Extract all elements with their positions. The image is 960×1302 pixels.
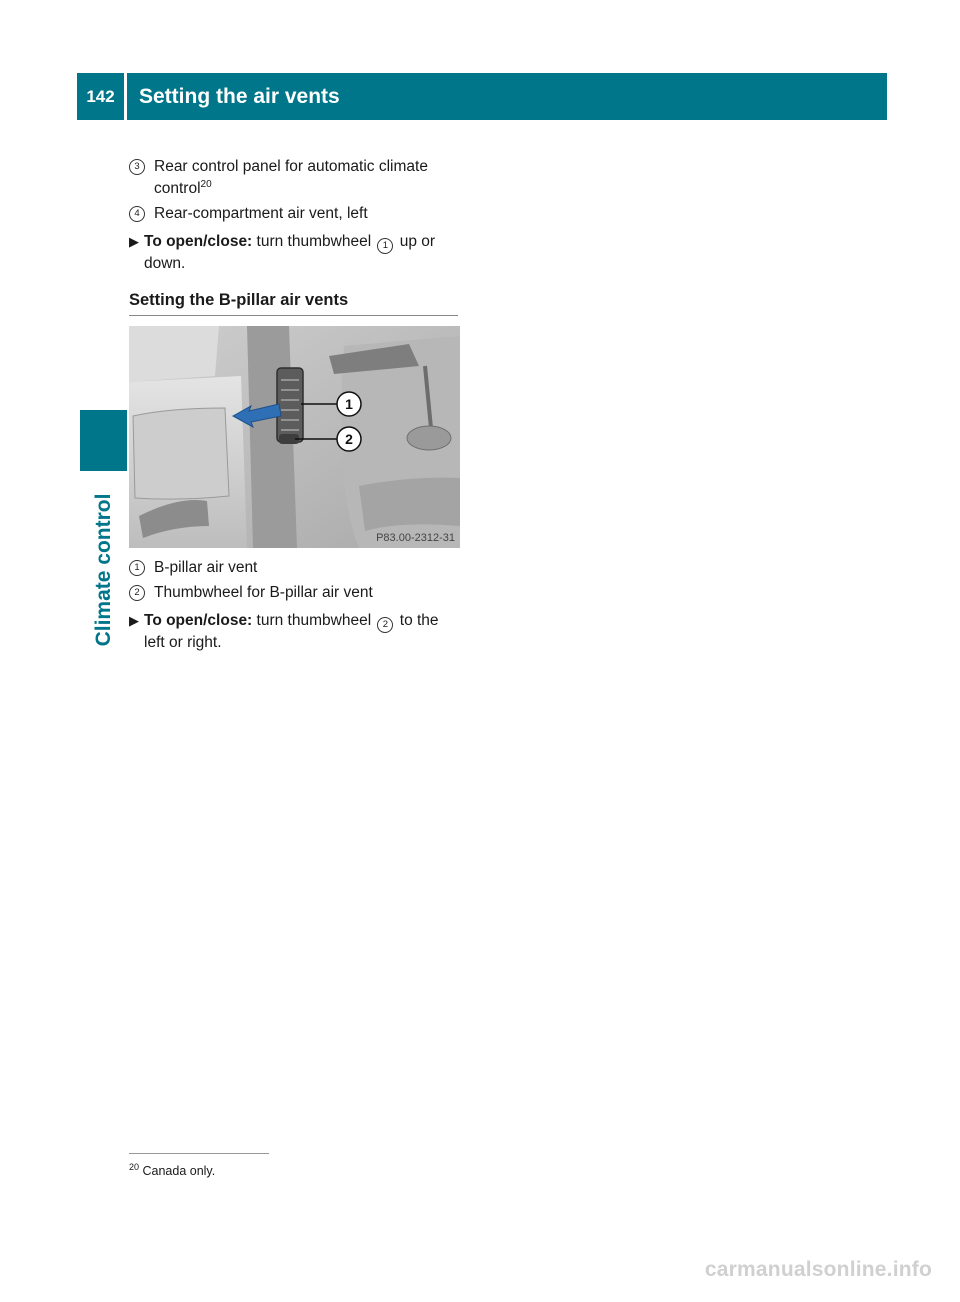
action-instruction [129,231,460,275]
action-text: turn thumbwheel [252,233,376,250]
legend-item [129,203,460,225]
action-text: turn thumbwheel [252,612,376,629]
callout-marker: 1 [377,238,393,254]
callout-label: 1 [345,396,353,412]
figure-reference: P83.00-2312-31 [376,532,455,544]
footnote-divider [129,1153,269,1154]
legend-item [129,156,460,200]
door-trim [133,408,229,499]
callout-marker: 3 [129,159,145,175]
watermark: carmanualsonline.info [704,1258,932,1281]
content-column [129,156,460,654]
legend-text: Thumbwheel for B-pillar air vent [154,584,373,601]
action-label: To open/close: [144,612,253,629]
legend-text: Rear control panel for automatic climate control [154,158,428,197]
callout-marker: 1 [129,560,145,576]
b-pillar-figure [129,326,460,548]
b-pillar-illustration [129,326,460,548]
seat-cushion [359,478,460,531]
legend-text: Rear-compartment air vent, left [154,205,368,222]
action-text: to the left or right. [144,612,439,651]
footnote [129,1161,216,1178]
subheading: Setting the B-pillar air vents [129,291,458,316]
triangle-right-icon: ▶ [129,234,139,249]
legend-item [129,557,460,579]
callout-label: 2 [345,431,353,447]
triangle-right-icon: ▶ [129,613,139,628]
callout-marker: 4 [129,206,145,222]
callout-marker: 2 [377,617,393,633]
action-label: To open/close: [144,233,253,250]
footnote-number: 20 [129,1161,140,1172]
page-number: 142 [86,87,115,106]
section-title: Setting the air vents [139,85,340,108]
action-text: up or down. [144,233,436,272]
headrest-mount [407,426,451,450]
side-tab-block [80,410,127,471]
footnote-ref: 20 [200,178,212,190]
legend-text: B-pillar air vent [154,559,258,576]
action-instruction [129,610,460,654]
callout-marker: 2 [129,585,145,601]
header-divider [124,73,127,120]
footnote-text: Canada only. [139,1164,216,1178]
side-tab-label: Climate control [91,493,115,647]
b-pillar-vent [277,368,303,442]
window [129,326,219,382]
legend-item [129,582,460,604]
page-header [77,73,887,120]
side-tab [80,475,127,665]
